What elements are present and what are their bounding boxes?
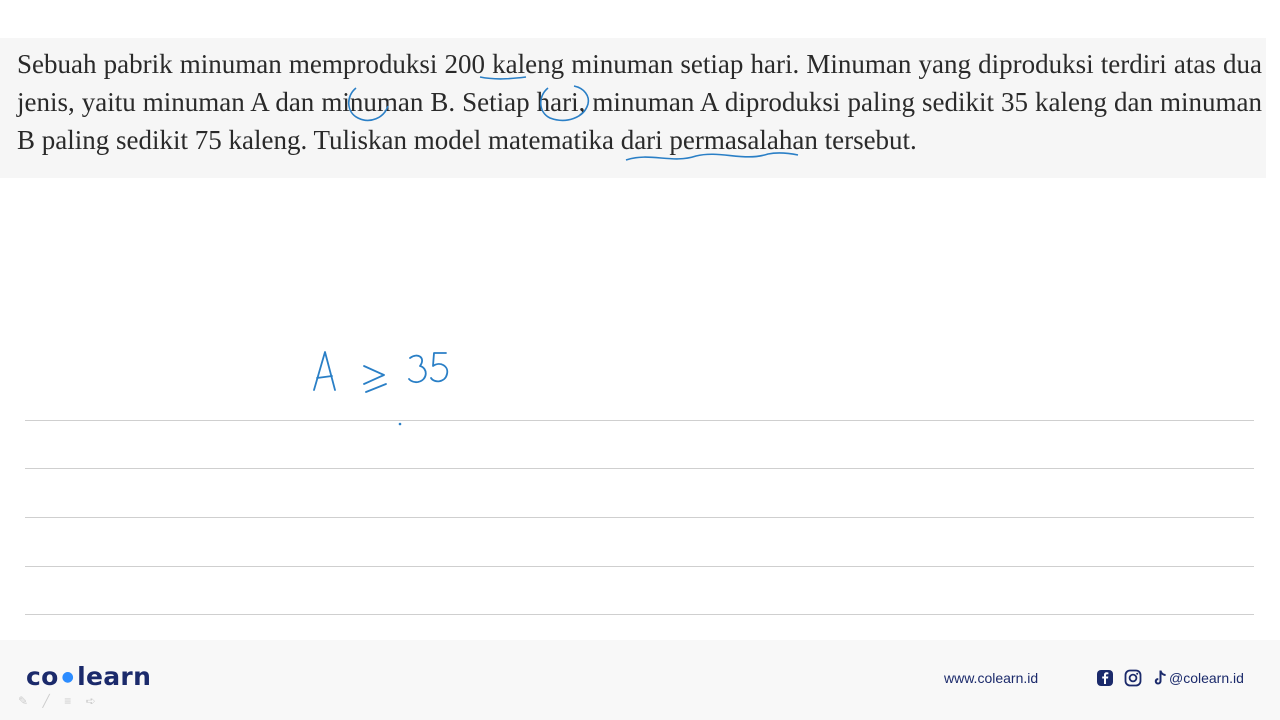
ruled-line-2 <box>25 468 1254 469</box>
brand-dot: ● <box>61 669 75 685</box>
footer-bar <box>0 640 1280 720</box>
handwritten-a <box>314 352 335 390</box>
drawing-tools <box>18 692 106 706</box>
ruled-line-5 <box>25 614 1254 615</box>
brand-co: co <box>26 662 59 691</box>
brand-learn: learn <box>77 662 152 691</box>
ruled-line-1 <box>25 420 1254 421</box>
problem-text: Sebuah pabrik minuman memproduksi 200 kaleng minuman setiap hari. Minuman yang diproduksi terdiri atas dua jenis, yaitu minuman A dan minuman B. Setiap hari, minuman A diproduksi paling sedikit 35 kaleng dan minuman B paling sedikit 75 kaleng. Tuliskan model matematika dari permasalahan tersebut. <box>17 49 1262 155</box>
handwritten-5 <box>431 353 447 381</box>
handwritten-inequality <box>314 352 447 392</box>
text-tool-icon[interactable]: ≡ <box>64 694 72 708</box>
handwritten-gte <box>364 366 386 392</box>
website-link[interactable]: www.colearn.id <box>944 670 1039 686</box>
social-icons <box>1096 669 1175 689</box>
handwritten-3 <box>409 356 426 383</box>
pointer-tool-icon[interactable]: ➪ <box>85 694 96 708</box>
ruled-line-3 <box>25 517 1254 518</box>
instagram-icon[interactable] <box>1124 669 1142 687</box>
ink-dot <box>399 423 402 426</box>
social-handle[interactable]: @colearn.id <box>1169 670 1244 686</box>
line-tool-icon[interactable]: ╱ <box>42 694 50 708</box>
pen-tool-icon[interactable]: ✎ <box>18 694 29 708</box>
ruled-line-4 <box>25 566 1254 567</box>
facebook-icon[interactable] <box>1096 669 1114 687</box>
tiktok-icon[interactable] <box>1153 669 1169 687</box>
colearn-logo[interactable] <box>26 662 151 691</box>
